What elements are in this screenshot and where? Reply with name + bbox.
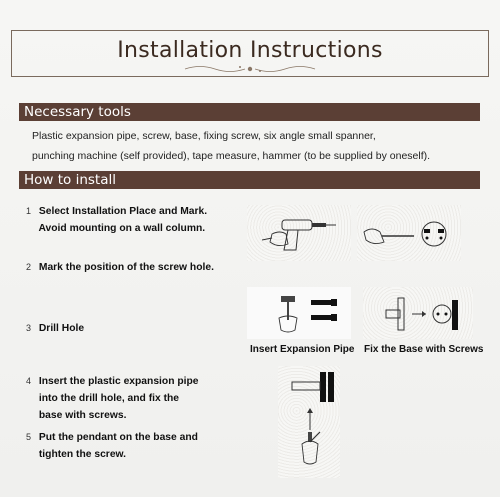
- step-text: Put the pendant on the base and: [38, 432, 198, 443]
- drill-icon: [260, 210, 340, 258]
- step-text: Insert the plastic expansion pipe: [38, 376, 199, 387]
- step-text: base with screws.: [38, 410, 127, 421]
- tools-description: [32, 126, 472, 166]
- step-number: 4: [26, 376, 32, 386]
- hammer-icon: [255, 290, 345, 336]
- ornament-divider-icon: [180, 64, 320, 74]
- tools-line-1: Plastic expansion pipe, screw, base, fixing screw, six angle small spanner,: [32, 130, 376, 142]
- base-screw-icon: [368, 290, 468, 336]
- title-frame: [11, 30, 489, 77]
- step-4: [26, 373, 199, 424]
- caption-insert-expansion-pipe: Insert Expansion Pipe: [250, 344, 355, 355]
- step-number: 5: [26, 432, 32, 442]
- step-1: [26, 203, 207, 237]
- install-banner: [19, 171, 480, 189]
- step-text: Avoid mounting on a wall column.: [38, 223, 206, 234]
- step-2: [26, 259, 214, 276]
- step-number: 2: [26, 262, 32, 272]
- step-3: [26, 320, 84, 337]
- tools-heading: Necessary tools: [24, 104, 131, 120]
- step-text: tighten the screw.: [38, 449, 127, 460]
- step-number: 1: [26, 206, 32, 216]
- page-title: Installation Instructions: [117, 38, 383, 63]
- step-text: Mark the position of the screw hole.: [38, 262, 214, 273]
- pendant-base-icon: [284, 370, 340, 474]
- step-5: [26, 429, 198, 463]
- step-number: 3: [26, 323, 32, 333]
- caption-fix-base-with-screws: Fix the Base with Screws: [364, 344, 484, 355]
- step-text: into the drill hole, and fix the: [38, 393, 180, 404]
- step-text: Select Installation Place and Mark.: [38, 206, 208, 217]
- tools-line-2: punching machine (self provided), tape measure, hammer (to be supplied by oneself).: [32, 150, 431, 162]
- step-text: Drill Hole: [38, 323, 85, 334]
- install-heading: How to install: [24, 172, 116, 188]
- tools-banner: [19, 103, 480, 121]
- marking-pen-icon: [362, 212, 456, 256]
